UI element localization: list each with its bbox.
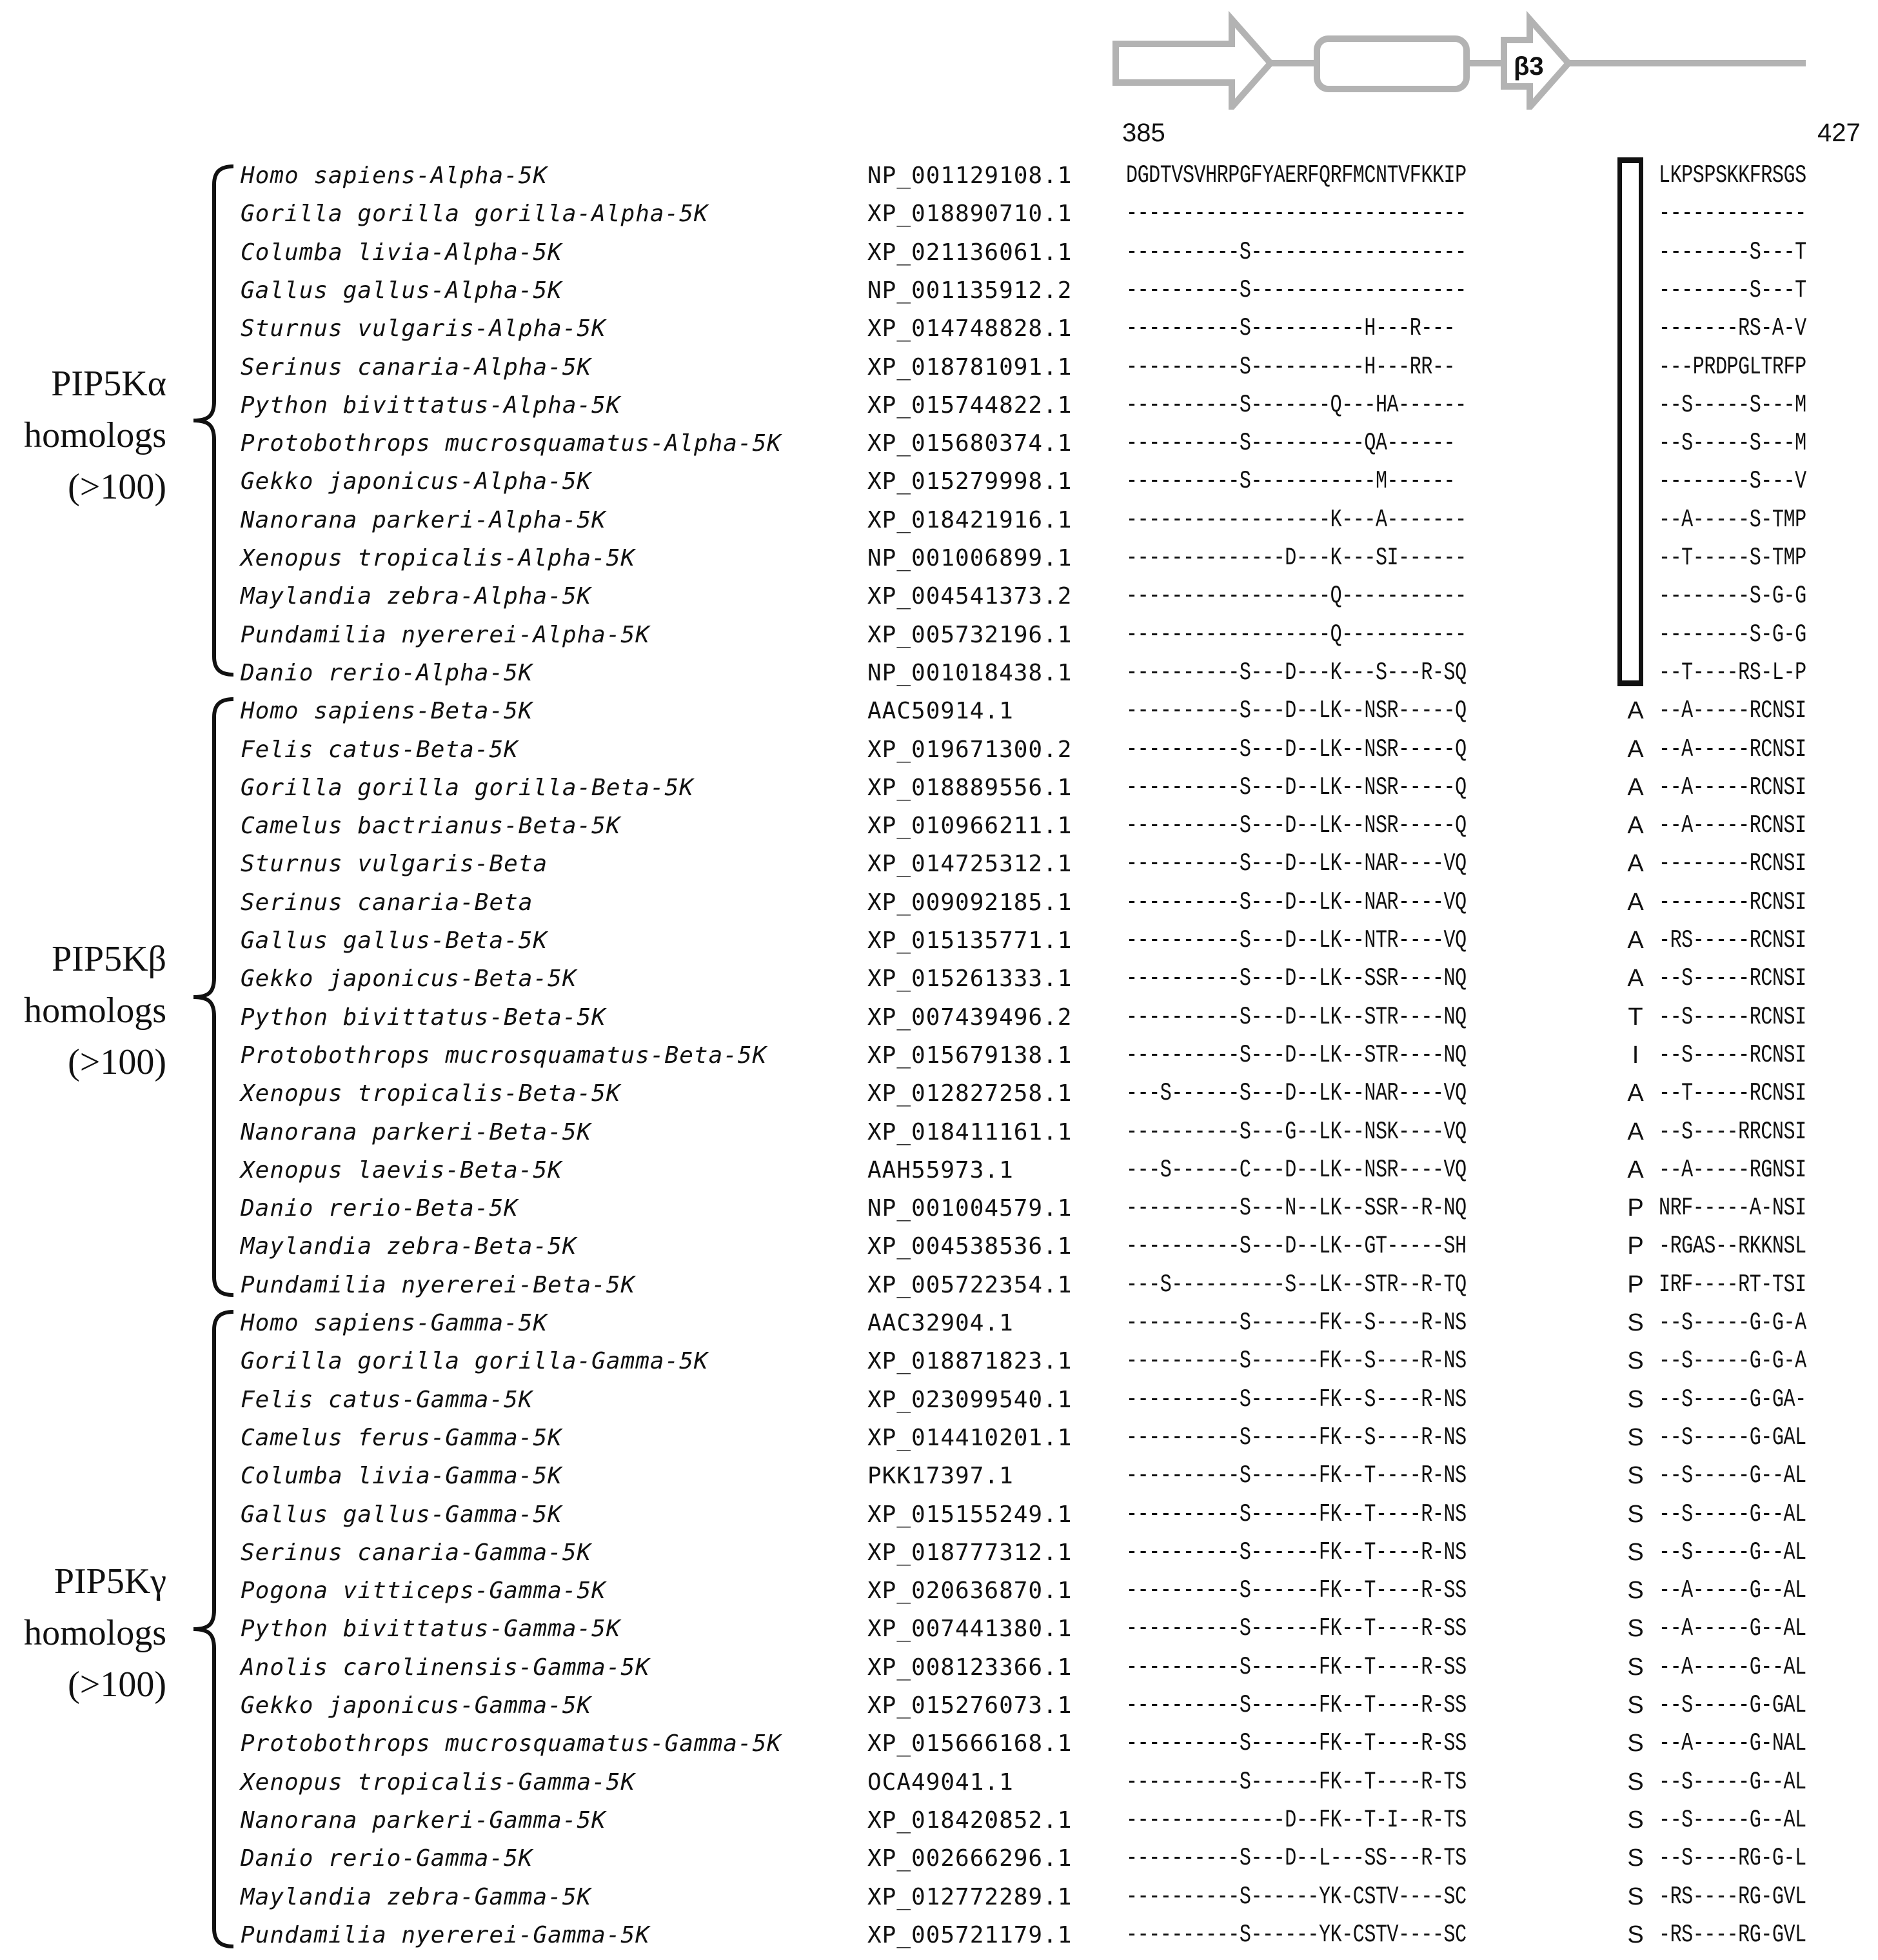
aligned-site-residue: S [1627, 1730, 1644, 1757]
species-name: Gorilla gorilla gorilla-Beta-5K [241, 774, 694, 801]
alignment-row [0, 1572, 1878, 1610]
alignment-row [0, 616, 1878, 654]
accession-number: XP_015666168.1 [867, 1730, 1072, 1757]
aligned-site-residue: P [1627, 1271, 1644, 1298]
sequence-left: ----------S------FK--T----R-SS [1126, 1729, 1467, 1758]
accession-number: XP_018420852.1 [867, 1807, 1072, 1834]
aligned-site-residue: S [1627, 1615, 1644, 1643]
aligned-site-residue: A [1627, 1118, 1644, 1145]
sequence-left: ----------S---D--LK--NTR----VQ [1126, 926, 1467, 955]
aligned-site-residue: S [1627, 1462, 1644, 1490]
group-subtitle: homologs [24, 1613, 166, 1653]
alignment-row [0, 1266, 1878, 1304]
accession-number: XP_015276073.1 [867, 1692, 1072, 1719]
beta3-label: β3 [1514, 52, 1544, 81]
alignment-row [0, 310, 1878, 348]
aligned-site-residue: S [1627, 1845, 1644, 1872]
aligned-site-residue: S [1627, 1538, 1644, 1566]
sequence-left: ----------S---D---K---S---R-SQ [1126, 658, 1467, 687]
sequence-left: ----------S------YK-CSTV----SC [1126, 1882, 1467, 1911]
sequence-right: --A-----G--AL [1659, 1614, 1806, 1643]
sequence-left: ----------S---D--LK--NSR-----Q [1126, 697, 1467, 726]
accession-number: XP_015155249.1 [867, 1501, 1072, 1528]
species-name: Pundamilia nyererei-Gamma-5K [241, 1921, 650, 1948]
sequence-right: --S-----G--AL [1659, 1538, 1806, 1567]
alignment-row [0, 1036, 1878, 1074]
species-name: Sturnus vulgaris-Alpha-5K [241, 315, 606, 342]
sequence-left: ----------S---G--LK--NSK----VQ [1126, 1117, 1467, 1146]
accession-number: XP_021136061.1 [867, 239, 1072, 266]
sequence-right: IRF----RT-TSI [1659, 1270, 1806, 1299]
position-start: 385 [1122, 119, 1165, 147]
accession-number: XP_007441380.1 [867, 1616, 1072, 1643]
sequence-right: --S-----G--AL [1659, 1805, 1806, 1834]
aligned-site-residue: S [1627, 1921, 1644, 1948]
accession-number: XP_023099540.1 [867, 1386, 1072, 1413]
sequence-right: --------S-G-G [1659, 582, 1806, 611]
accession-number: NP_001004579.1 [867, 1195, 1072, 1222]
sequence-right: --A-----RGNSI [1659, 1155, 1806, 1184]
sequence-right: --S----RRCNSI [1659, 1117, 1806, 1146]
sequence-right: ---PRDPGLTRFP [1659, 352, 1806, 381]
species-name: Gorilla gorilla gorilla-Gamma-5K [241, 1348, 709, 1375]
accession-number: XP_014748828.1 [867, 315, 1072, 342]
alignment-row [0, 731, 1878, 769]
accession-number: XP_009092185.1 [867, 889, 1072, 916]
species-name: Serinus canaria-Beta [241, 889, 533, 916]
species-name: Maylandia zebra-Gamma-5K [241, 1883, 592, 1910]
sequence-right: --------S---V [1659, 467, 1806, 496]
species-name: Homo sapiens-Beta-5K [241, 698, 533, 725]
sequence-left: ------------------Q----------- [1126, 582, 1467, 611]
sequence-right: --------S---T [1659, 275, 1806, 304]
alignment-row [0, 1189, 1878, 1227]
accession-number: XP_018421916.1 [867, 506, 1072, 533]
sequence-right: NRF-----A-NSI [1659, 1194, 1806, 1223]
sequence-left: ----------S-------Q---HA------ [1126, 390, 1467, 419]
species-name: Python bivittatus-Alpha-5K [241, 391, 621, 419]
sequence-right: --S-----S---M [1659, 429, 1806, 458]
alignment-row [0, 462, 1878, 500]
alignment-row [0, 1074, 1878, 1113]
alignment-row [0, 1687, 1878, 1725]
aligned-site-residue: P [1627, 1194, 1644, 1222]
species-name: Xenopus tropicalis-Alpha-5K [241, 545, 636, 571]
aligned-site-residue: A [1627, 965, 1644, 993]
aligned-site-residue: S [1627, 1309, 1644, 1336]
sequence-right: --S-----G--AL [1659, 1767, 1806, 1796]
accession-number: XP_004538536.1 [867, 1233, 1072, 1260]
sequence-right: --S-----G-GAL [1659, 1691, 1806, 1719]
alignment-row [0, 1763, 1878, 1801]
alignment-row [0, 1419, 1878, 1457]
accession-number: AAC50914.1 [867, 698, 1014, 725]
sequence-right: --S-----G--AL [1659, 1500, 1806, 1529]
alignment-row [0, 539, 1878, 577]
sequence-right: --------RCNSI [1659, 887, 1806, 916]
aligned-site-residue: S [1627, 1692, 1644, 1719]
sequence-left: ----------S------FK--T----R-NS [1126, 1500, 1467, 1529]
aligned-site-residue: A [1627, 735, 1644, 763]
sequence-left: ----------S---D--LK--NSR-----Q [1126, 811, 1467, 840]
accession-number: XP_005732196.1 [867, 621, 1072, 648]
accession-number: XP_012827258.1 [867, 1080, 1072, 1107]
accession-number: XP_015680374.1 [867, 430, 1072, 457]
alignment-row [0, 1878, 1878, 1916]
alignment-row [0, 884, 1878, 922]
accession-number: NP_001018438.1 [867, 659, 1072, 686]
sequence-left: ------------------------------ [1126, 199, 1467, 228]
alignment-row [0, 960, 1878, 998]
accession-number: XP_018871823.1 [867, 1348, 1072, 1375]
aligned-site-residue: A [1627, 1156, 1644, 1183]
sequence-left: ----------S---N--LK--SSR--R-NQ [1126, 1194, 1467, 1223]
sequence-right: --T-----RCNSI [1659, 1079, 1806, 1108]
species-name: Camelus ferus-Gamma-5K [241, 1424, 562, 1451]
sequence-left: ----------S------FK--S----R-NS [1126, 1309, 1467, 1337]
sequence-left: ------------------Q----------- [1126, 620, 1467, 649]
group-title: PIP5Kβ [52, 939, 166, 979]
aligned-site-residue: A [1627, 697, 1644, 725]
alignment-row [0, 845, 1878, 883]
aligned-site-residue: S [1627, 1768, 1644, 1796]
alignment-row [0, 1648, 1878, 1687]
species-name: Serinus canaria-Alpha-5K [241, 353, 592, 381]
aligned-site-residue: A [1627, 812, 1644, 840]
alignment-row [0, 1801, 1878, 1839]
sequence-left: ---S----------S--LK--STR--R-TQ [1126, 1270, 1467, 1299]
sequence-right: --S-----S---M [1659, 390, 1806, 419]
species-name: Pogona vitticeps-Gamma-5K [241, 1578, 606, 1605]
sequence-left: ----------S------YK-CSTV----SC [1126, 1920, 1467, 1949]
alignment-row [0, 195, 1878, 233]
sequence-right: --S-----G--AL [1659, 1461, 1806, 1490]
sequence-right: --A-----RCNSI [1659, 697, 1806, 726]
alignment-row [0, 769, 1878, 807]
accession-number: XP_015135771.1 [867, 927, 1072, 954]
sequence-left: ----------S------FK--T----R-SS [1126, 1614, 1467, 1643]
sequence-left: ----------S------FK--S----R-NS [1126, 1423, 1467, 1452]
sequence-right: --------S-G-G [1659, 620, 1806, 649]
accession-number: XP_018777312.1 [867, 1539, 1072, 1566]
alignment-row [0, 348, 1878, 386]
accession-number: XP_010966211.1 [867, 813, 1072, 840]
aligned-site-residue: A [1627, 850, 1644, 878]
sequence-left: ----------S------FK--T----R-TS [1126, 1767, 1467, 1796]
sequence-left: ----------S---D--LK--NAR----VQ [1126, 887, 1467, 916]
species-name: Felis catus-Beta-5K [241, 736, 519, 763]
aligned-site-residue: I [1632, 1041, 1639, 1069]
sequence-right: --A-----RCNSI [1659, 735, 1806, 764]
sequence-left: ------------------K---A------- [1126, 505, 1467, 534]
group-title: PIP5Kα [51, 364, 166, 404]
sequence-left: ----------S---D--LK--STR----NQ [1126, 1040, 1467, 1069]
accession-number: AAH55973.1 [867, 1156, 1014, 1183]
accession-number: XP_015279998.1 [867, 468, 1072, 495]
accession-number: XP_015261333.1 [867, 965, 1072, 993]
sequence-left: ----------S---D--LK--GT-----SH [1126, 1232, 1467, 1261]
sequence-right: --A-----S-TMP [1659, 505, 1806, 534]
group-title: PIP5Kγ [54, 1561, 166, 1601]
sequence-right: ------------- [1659, 199, 1806, 228]
sequence-left: ----------S------FK--S----R-NS [1126, 1347, 1467, 1376]
alignment-row [0, 424, 1878, 462]
species-name: Gallus gallus-Beta-5K [241, 927, 548, 954]
species-name: Python bivittatus-Beta-5K [241, 1004, 606, 1031]
aligned-site-residue: P [1627, 1232, 1644, 1260]
accession-number: AAC32904.1 [867, 1310, 1014, 1336]
aligned-site-residue: S [1627, 1883, 1644, 1910]
accession-number: XP_020636870.1 [867, 1578, 1072, 1605]
species-name: Sturnus vulgaris-Beta [241, 851, 548, 878]
alignment-row [0, 577, 1878, 615]
aligned-site-residue: S [1627, 1577, 1644, 1605]
sequence-left: ----------S----------H---RR-- [1126, 352, 1456, 381]
beta-strand-arrow-1 [1116, 19, 1270, 107]
species-name: Anolis carolinensis-Gamma-5K [241, 1654, 650, 1681]
sequence-right: --------S---T [1659, 237, 1806, 266]
sequence-right: -RS----RG-GVL [1659, 1882, 1806, 1911]
species-name: Gorilla gorilla gorilla-Alpha-5K [241, 201, 709, 228]
secondary-structure-diagram [1109, 6, 1819, 110]
aligned-site-residue: T [1628, 1003, 1643, 1031]
alignment-row [0, 922, 1878, 960]
alignment-row [0, 1342, 1878, 1380]
accession-number: XP_014725312.1 [867, 851, 1072, 878]
alignment-row [0, 233, 1878, 272]
aligned-site-residue: S [1627, 1806, 1644, 1834]
accession-number: NP_001006899.1 [867, 545, 1072, 571]
sequence-left: ----------S------FK--S----R-NS [1126, 1385, 1467, 1414]
helix-box [1317, 39, 1467, 89]
accession-number: OCA49041.1 [867, 1768, 1014, 1796]
species-name: Maylandia zebra-Alpha-5K [241, 583, 592, 610]
sequence-left: ----------S------FK--T----R-SS [1126, 1576, 1467, 1605]
alignment-row [0, 272, 1878, 310]
sequence-right: --S-----G-GAL [1659, 1423, 1806, 1452]
sequence-left: ----------S------FK--T----R-SS [1126, 1691, 1467, 1719]
species-name: Columba livia-Alpha-5K [241, 239, 562, 266]
alignment-row [0, 157, 1878, 195]
sequence-right: --T----RS-L-P [1659, 658, 1806, 687]
aligned-site-residue: A [1627, 1080, 1644, 1107]
alignment-row [0, 1381, 1878, 1419]
sequence-right: --S-----G-G-A [1659, 1309, 1806, 1337]
species-name: Xenopus tropicalis-Gamma-5K [241, 1768, 636, 1796]
species-name: Danio rerio-Beta-5K [241, 1195, 519, 1222]
sequence-left: --------------D---K---SI------ [1126, 544, 1467, 572]
accession-number: NP_001135912.2 [867, 277, 1072, 304]
accession-number: XP_012772289.1 [867, 1883, 1072, 1910]
aligned-site-residue: A [1627, 773, 1644, 801]
species-name: Xenopus laevis-Beta-5K [241, 1156, 562, 1183]
species-name: Danio rerio-Alpha-5K [241, 659, 533, 686]
species-name: Gekko japonicus-Alpha-5K [241, 468, 592, 495]
alignment-row [0, 1113, 1878, 1151]
sequence-left: ----------S---D--LK--NSR-----Q [1126, 773, 1467, 802]
accession-number: XP_005722354.1 [867, 1271, 1072, 1298]
sequence-left: ----------S----------H---R--- [1126, 314, 1456, 343]
alignment-row [0, 1916, 1878, 1954]
sequence-right: --S-----RCNSI [1659, 1002, 1806, 1031]
group-subtitle: homologs [24, 415, 166, 455]
sequence-right: --S-----G-G-A [1659, 1347, 1806, 1376]
alignment-row [0, 1839, 1878, 1877]
accession-number: XP_018781091.1 [867, 353, 1072, 381]
sequence-right: -RS-----RCNSI [1659, 926, 1806, 955]
alignment-row [0, 1725, 1878, 1763]
sequence-right: LKPSPSKKFRSGS [1659, 161, 1806, 190]
sequence-left: ----------S-----------M------ [1126, 467, 1456, 496]
species-name: Protobothrops mucrosquamatus-Alpha-5K [241, 430, 782, 457]
sequence-left: ----------S------FK--T----R-NS [1126, 1538, 1467, 1567]
species-name: Nanorana parkeri-Beta-5K [241, 1118, 592, 1145]
sequence-right: --S-----RCNSI [1659, 1040, 1806, 1069]
species-name: Xenopus tropicalis-Beta-5K [241, 1080, 621, 1107]
accession-number: XP_015744822.1 [867, 391, 1072, 419]
species-name: Maylandia zebra-Beta-5K [241, 1233, 577, 1260]
alignment-row [0, 654, 1878, 692]
sequence-right: --A-----RCNSI [1659, 811, 1806, 840]
alignment-row [0, 1227, 1878, 1265]
aligned-site-residue: A [1627, 927, 1644, 954]
sequence-left: ---S------C---D--LK--NSR----VQ [1126, 1155, 1467, 1184]
sequence-left: ----------S---D--LK--SSR----NQ [1126, 964, 1467, 993]
species-name: Protobothrops mucrosquamatus-Gamma-5K [241, 1730, 782, 1757]
accession-number: XP_018889556.1 [867, 774, 1072, 801]
accession-number: XP_018411161.1 [867, 1118, 1072, 1145]
accession-number: XP_002666296.1 [867, 1845, 1072, 1872]
species-name: Nanorana parkeri-Gamma-5K [241, 1807, 606, 1834]
species-name: Camelus bactrianus-Beta-5K [241, 813, 621, 840]
sequence-right: --------RCNSI [1659, 849, 1806, 878]
alignment-row [0, 1534, 1878, 1572]
species-name: Homo sapiens-Gamma-5K [241, 1310, 548, 1336]
species-name: Homo sapiens-Alpha-5K [241, 163, 548, 189]
sequence-left: DGDTVSVHRPGFYAERFQRFMCNTVFKKIP [1126, 161, 1467, 190]
species-name: Gallus gallus-Alpha-5K [241, 277, 562, 304]
alignment-row [0, 1304, 1878, 1342]
species-name: Gekko japonicus-Gamma-5K [241, 1692, 592, 1719]
aligned-site-residue: S [1627, 1653, 1644, 1681]
aligned-site-residue: S [1627, 1500, 1644, 1528]
species-name: Protobothrops mucrosquamatus-Beta-5K [241, 1042, 767, 1069]
aligned-site-residue: A [1627, 888, 1644, 916]
accession-number: XP_004541373.2 [867, 583, 1072, 610]
sequence-right: --T-----S-TMP [1659, 544, 1806, 572]
alignment-row [0, 501, 1878, 539]
alignment-row [0, 1610, 1878, 1648]
alignment-row [0, 1151, 1878, 1189]
group-subtitle: homologs [24, 991, 166, 1031]
alignment-row [0, 1457, 1878, 1495]
alignment-row [0, 998, 1878, 1036]
accession-number: XP_014410201.1 [867, 1424, 1072, 1451]
alignment-row [0, 692, 1878, 730]
sequence-left: ----------S------FK--T----R-SS [1126, 1652, 1467, 1681]
sequence-right: --A-----G-NAL [1659, 1729, 1806, 1758]
group-count: (>100) [68, 467, 166, 507]
alignment-row [0, 1496, 1878, 1534]
sequence-left: ---S------S---D--LK--NAR----VQ [1126, 1079, 1467, 1108]
sequence-left: ----------S------------------- [1126, 275, 1467, 304]
species-name: Columba livia-Gamma-5K [241, 1463, 562, 1490]
species-name: Gallus gallus-Gamma-5K [241, 1501, 562, 1528]
species-name: Serinus canaria-Gamma-5K [241, 1539, 592, 1566]
accession-number: PKK17397.1 [867, 1463, 1014, 1490]
sequence-right: -------RS-A-V [1659, 314, 1806, 343]
sequence-right: --A-----G--AL [1659, 1576, 1806, 1605]
sequence-right: --A-----RCNSI [1659, 773, 1806, 802]
species-name: Nanorana parkeri-Alpha-5K [241, 506, 606, 533]
sequence-left: ----------S---D--LK--NSR-----Q [1126, 735, 1467, 764]
sequence-right: --S----RG-G-L [1659, 1844, 1806, 1873]
accession-number: XP_015679138.1 [867, 1042, 1072, 1069]
accession-number: XP_005721179.1 [867, 1921, 1072, 1948]
alignment-row [0, 386, 1878, 424]
sequence-left: ----------S---D--LK--STR----NQ [1126, 1002, 1467, 1031]
aligned-site-residue: S [1627, 1347, 1644, 1375]
sequence-right: --A-----G--AL [1659, 1652, 1806, 1681]
sequence-left: --------------D--FK--T-I--R-TS [1126, 1805, 1467, 1834]
species-name: Gekko japonicus-Beta-5K [241, 965, 577, 993]
accession-number: XP_008123366.1 [867, 1654, 1072, 1681]
sequence-left: ----------S---D--LK--NAR----VQ [1126, 849, 1467, 878]
group-count: (>100) [68, 1665, 166, 1705]
sequence-left: ----------S------------------- [1126, 237, 1467, 266]
position-end: 427 [1817, 119, 1861, 147]
alignment-row [0, 807, 1878, 845]
accession-number: XP_018890710.1 [867, 201, 1072, 228]
aligned-site-residue: S [1627, 1423, 1644, 1451]
group-count: (>100) [68, 1042, 166, 1082]
sequence-right: -RS----RG-GVL [1659, 1920, 1806, 1949]
accession-number: XP_019671300.2 [867, 736, 1072, 763]
species-name: Pundamilia nyererei-Beta-5K [241, 1271, 636, 1298]
accession-number: NP_001129108.1 [867, 163, 1072, 189]
sequence-right: -RGAS--RKKNSL [1659, 1232, 1806, 1261]
species-name: Python bivittatus-Gamma-5K [241, 1616, 621, 1643]
species-name: Danio rerio-Gamma-5K [241, 1845, 533, 1872]
sequence-left: ----------S---D--L---SS---R-TS [1126, 1844, 1467, 1873]
sequence-right: --S-----RCNSI [1659, 964, 1806, 993]
species-name: Pundamilia nyererei-Alpha-5K [241, 621, 650, 648]
accession-number: XP_007439496.2 [867, 1004, 1072, 1031]
species-name: Felis catus-Gamma-5K [241, 1386, 533, 1413]
sequence-left: ----------S------FK--T----R-NS [1126, 1461, 1467, 1490]
sequence-left: ----------S----------QA------ [1126, 429, 1456, 458]
aligned-site-residue: S [1627, 1385, 1644, 1413]
sequence-right: --S-----G-GA- [1659, 1385, 1806, 1414]
